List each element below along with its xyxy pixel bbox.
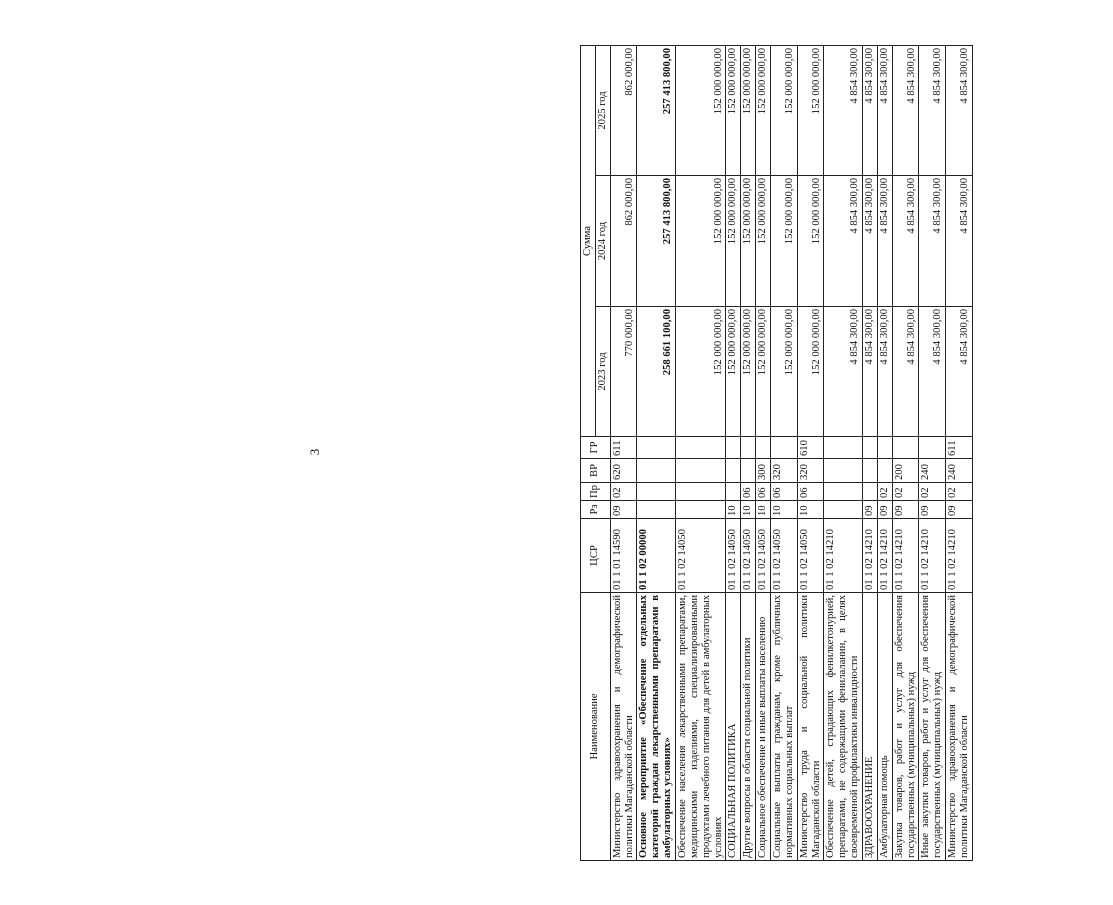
cell-gr: 611	[946, 437, 973, 459]
cell-pr: 06	[741, 483, 756, 501]
cell-y2023: 152 000 000,00	[756, 307, 771, 437]
cell-csr: 01 1 01 14590	[610, 519, 637, 593]
cell-y2025: 4 854 300,00	[919, 45, 946, 175]
cell-y2023: 152 000 000,00	[676, 307, 726, 437]
cell-name: Закупка товаров, работ и услуг для обеспечения государственных (муниципальных) нужд	[892, 593, 919, 861]
cell-y2023: 152 000 000,00	[741, 307, 756, 437]
cell-y2025: 4 854 300,00	[863, 45, 878, 175]
cell-gr	[726, 437, 741, 459]
header-csr: ЦСР	[581, 519, 611, 593]
cell-pr	[863, 483, 878, 501]
cell-y2023: 4 854 300,00	[877, 307, 892, 437]
cell-pr	[726, 483, 741, 501]
cell-rz: 09	[946, 501, 973, 519]
cell-csr: 01 1 02 14210	[946, 519, 973, 593]
cell-vr: 320	[771, 459, 798, 483]
cell-csr: 01 1 02 14210	[824, 519, 863, 593]
cell-name: Социальные выплаты гражданам, кроме публичных нормативных социальных выплат	[771, 593, 798, 861]
cell-pr: 06	[771, 483, 798, 501]
table-row	[741, 45, 756, 860]
header-name: Наименование	[581, 593, 611, 861]
cell-y2023: 4 854 300,00	[863, 307, 878, 437]
cell-y2025: 152 000 000,00	[741, 45, 756, 175]
cell-vr: 620	[610, 459, 637, 483]
cell-name: Другие вопросы в области социальной политики	[741, 593, 756, 861]
cell-y2025: 152 000 000,00	[756, 45, 771, 175]
cell-gr	[919, 437, 946, 459]
cell-y2023: 770 000,00	[610, 307, 637, 437]
cell-pr: 02	[892, 483, 919, 501]
cell-csr: 01 1 02 14050	[741, 519, 756, 593]
cell-y2025: 152 000 000,00	[797, 45, 824, 175]
header-sum: Сумма	[581, 45, 596, 436]
cell-name: Министерство здравоохранения и демографической политики Магаданской области	[610, 593, 637, 861]
cell-y2024: 4 854 300,00	[877, 176, 892, 307]
table-row	[726, 45, 741, 860]
table-row	[946, 45, 973, 860]
cell-csr: 01 1 02 00000	[637, 519, 676, 593]
cell-y2023: 258 661 100,00	[637, 307, 676, 437]
cell-vr	[726, 459, 741, 483]
table-row	[637, 45, 676, 860]
cell-name: Амбулаторная помощь	[877, 593, 892, 861]
header-gr: ГР	[581, 437, 611, 459]
cell-y2024: 152 000 000,00	[726, 176, 741, 307]
cell-name: Обеспечение населения лекарственными препаратами, медицинскими изделиями, специализированными продуктами лечебного питания для детей в амбулаторных условиях	[676, 593, 726, 861]
cell-name: Министерство здравоохранения и демографической политики Магаданской области	[946, 593, 973, 861]
cell-y2024: 4 854 300,00	[919, 176, 946, 307]
cell-name: Министерство труда и социальной политики Магаданской области	[797, 593, 824, 861]
cell-vr: 240	[946, 459, 973, 483]
cell-rz: 10	[756, 501, 771, 519]
header-2025: 2025 год	[595, 45, 610, 175]
cell-name: Основное мероприятие «Обеспечение отдельных категорий граждан лекарственными препаратами в амбулаторных условиях»	[637, 593, 676, 861]
cell-gr	[863, 437, 878, 459]
cell-csr: 01 1 02 14050	[676, 519, 726, 593]
cell-y2024: 152 000 000,00	[741, 176, 756, 307]
cell-y2023: 152 000 000,00	[771, 307, 798, 437]
cell-y2024: 4 854 300,00	[892, 176, 919, 307]
budget-table-rotated	[580, 46, 1113, 861]
cell-rz: 09	[877, 501, 892, 519]
cell-name: Иные закупки товаров, работ и услуг для обеспечения государственных (муниципальных) нужд	[919, 593, 946, 861]
cell-y2024: 4 854 300,00	[824, 176, 863, 307]
cell-gr	[877, 437, 892, 459]
table-row	[892, 45, 919, 860]
cell-y2023: 4 854 300,00	[919, 307, 946, 437]
cell-name: СОЦИАЛЬНАЯ ПОЛИТИКА	[726, 593, 741, 861]
cell-csr: 01 1 02 14050	[726, 519, 741, 593]
cell-vr: 300	[756, 459, 771, 483]
cell-y2023: 4 854 300,00	[892, 307, 919, 437]
header-vr: ВР	[581, 459, 611, 483]
table-body	[610, 45, 972, 860]
cell-rz: 09	[919, 501, 946, 519]
table-row	[919, 45, 946, 860]
cell-rz: 10	[726, 501, 741, 519]
cell-y2024: 4 854 300,00	[946, 176, 973, 307]
cell-y2024: 4 854 300,00	[863, 176, 878, 307]
cell-rz	[824, 501, 863, 519]
cell-pr: 02	[877, 483, 892, 501]
cell-vr	[877, 459, 892, 483]
cell-y2025: 4 854 300,00	[824, 45, 863, 175]
cell-y2023: 152 000 000,00	[797, 307, 824, 437]
cell-vr: 240	[919, 459, 946, 483]
cell-name: Обеспечение детей, страдающих фенилкетонурией, препаратами, не содержащими фенилаланин, в целях своевременной профилактики инвалидности	[824, 593, 863, 861]
cell-y2024: 152 000 000,00	[756, 176, 771, 307]
cell-rz: 10	[741, 501, 756, 519]
cell-rz: 10	[797, 501, 824, 519]
header-row-1	[581, 45, 596, 860]
cell-pr: 06	[797, 483, 824, 501]
cell-gr: 611	[610, 437, 637, 459]
cell-y2025: 152 000 000,00	[771, 45, 798, 175]
cell-y2025: 257 413 800,00	[637, 45, 676, 175]
cell-y2023: 4 854 300,00	[824, 307, 863, 437]
cell-rz	[676, 501, 726, 519]
cell-vr	[824, 459, 863, 483]
cell-csr: 01 1 02 14050	[756, 519, 771, 593]
cell-rz: 09	[863, 501, 878, 519]
cell-vr	[676, 459, 726, 483]
cell-pr: 02	[610, 483, 637, 501]
cell-rz: 10	[771, 501, 798, 519]
cell-y2023: 4 854 300,00	[946, 307, 973, 437]
cell-y2024: 257 413 800,00	[637, 176, 676, 307]
table-row	[877, 45, 892, 860]
header-2024: 2024 год	[595, 176, 610, 307]
cell-name: Социальное обеспечение и иные выплаты населению	[756, 593, 771, 861]
cell-y2024: 152 000 000,00	[676, 176, 726, 307]
cell-gr	[824, 437, 863, 459]
cell-gr	[892, 437, 919, 459]
cell-gr	[771, 437, 798, 459]
cell-name: ЗДРАВООХРАНЕНИЕ	[863, 593, 878, 861]
budget-table	[580, 45, 973, 861]
cell-vr	[741, 459, 756, 483]
header-rz: Рз	[581, 501, 611, 519]
cell-gr	[637, 437, 676, 459]
cell-pr: 02	[946, 483, 973, 501]
cell-gr: 610	[797, 437, 824, 459]
cell-vr	[863, 459, 878, 483]
table-row	[676, 45, 726, 860]
table-row	[863, 45, 878, 860]
cell-pr	[824, 483, 863, 501]
cell-rz: 09	[610, 501, 637, 519]
table-row	[824, 45, 863, 860]
cell-y2025: 4 854 300,00	[892, 45, 919, 175]
header-pr: Пр	[581, 483, 611, 501]
cell-y2025: 4 854 300,00	[877, 45, 892, 175]
cell-y2024: 152 000 000,00	[797, 176, 824, 307]
cell-csr: 01 1 02 14050	[797, 519, 824, 593]
page-number-text: 3	[307, 448, 322, 456]
cell-csr: 01 1 02 14210	[863, 519, 878, 593]
cell-y2025: 152 000 000,00	[726, 45, 741, 175]
cell-pr: 02	[919, 483, 946, 501]
table-row	[797, 45, 824, 860]
cell-y2023: 152 000 000,00	[726, 307, 741, 437]
cell-y2024: 862 000,00	[610, 176, 637, 307]
cell-pr	[676, 483, 726, 501]
cell-csr: 01 1 02 14210	[892, 519, 919, 593]
cell-y2025: 862 000,00	[610, 45, 637, 175]
cell-vr: 320	[797, 459, 824, 483]
table-row	[610, 45, 637, 860]
cell-gr	[676, 437, 726, 459]
cell-gr	[741, 437, 756, 459]
cell-vr: 200	[892, 459, 919, 483]
header-2023: 2023 год	[595, 307, 610, 437]
cell-y2025: 4 854 300,00	[946, 45, 973, 175]
cell-y2024: 152 000 000,00	[771, 176, 798, 307]
cell-csr: 01 1 02 14050	[771, 519, 798, 593]
cell-vr	[637, 459, 676, 483]
cell-y2025: 152 000 000,00	[676, 45, 726, 175]
cell-gr	[756, 437, 771, 459]
cell-csr: 01 1 02 14210	[919, 519, 946, 593]
cell-pr	[637, 483, 676, 501]
table-row	[771, 45, 798, 860]
table-row	[756, 45, 771, 860]
cell-csr: 01 1 02 14210	[877, 519, 892, 593]
cell-rz: 09	[892, 501, 919, 519]
cell-pr: 06	[756, 483, 771, 501]
cell-rz	[637, 501, 676, 519]
